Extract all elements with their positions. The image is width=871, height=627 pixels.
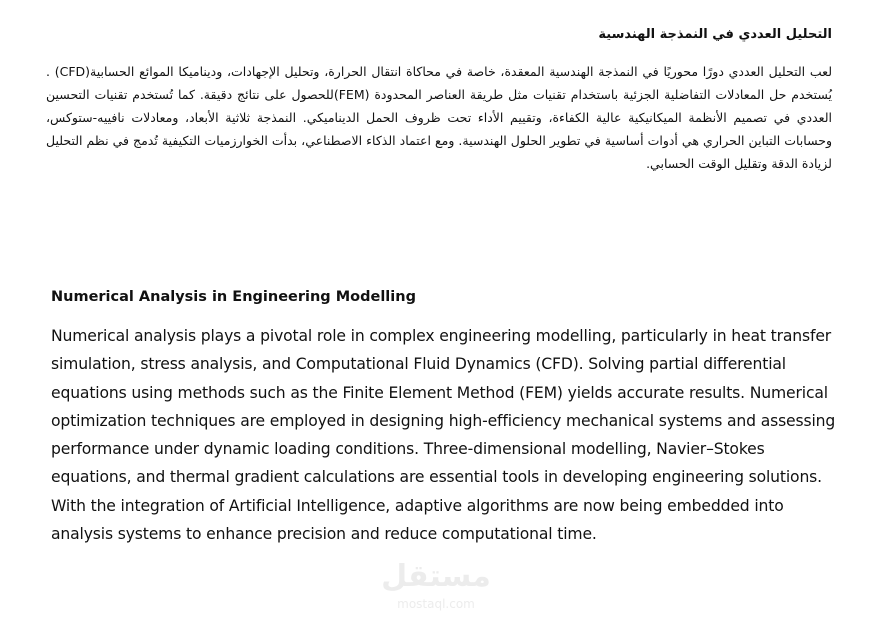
watermark-arabic-logo: مستقل <box>381 559 491 594</box>
english-section <box>51 284 841 548</box>
arabic-paragraph: لعب التحليل العددي دورًا محوريًا في النمذجة الهندسية المعقدة، خاصة في محاكاة انتقال الحرارة، وتحليل الإجهادات، وديناميكا الموائع الحسابية(CFD) . يُستخدم حل المعادلات التفاضلية الجزئية باستخدام تقنيات مثل طريقة العناصر المحدودة (FEM)للحصول على نتائج دقيقة. كما تُستخدم تقنيات التحسين العددي في تصميم الأنظمة الميكانيكية عالية الكفاءة، وتقييم الأداء تحت ظروف الحمل الديناميكي. النمذجة ثلاثية الأبعاد، ومعادلات نافييه-ستوكس، وحسابات التباين الحراري هي أدوات أساسية في تطوير الحلول الهندسية. ومع اعتماد الذكاء الاصطناعي، بدأت الخوارزميات التكيفية تُدمج في نظم التحليل لزيادة الدقة وتقليل الوقت الحسابي. <box>46 64 833 171</box>
mostaql-watermark <box>378 558 494 616</box>
arabic-section <box>46 24 832 175</box>
watermark-url: mostaql.com <box>397 597 475 611</box>
english-paragraph: Numerical analysis plays a pivotal role in complex engineering modelling, particularly in heat transfer simulation, stress analysis, and Computational Fluid Dynamics (CFD). Solving partial differential equations using methods such as the Finite Element Method (FEM) yields accurate results. Numerical optimization techniques are employed in designing high-efficiency mechanical systems and assessing performance under dynamic loading conditions. Three-dimensional modelling, Navier–Stokes equations, and thermal gradient calculations are essential tools in developing engineering solutions. With the integration of Artificial Intelligence, adaptive algorithms are now being embedded into analysis systems to enhance precision and reduce computational time. <box>51 327 836 544</box>
english-heading: Numerical Analysis in Engineering Modelling <box>51 289 416 305</box>
arabic-heading: التحليل العددي في النمذجة الهندسية <box>598 27 832 42</box>
